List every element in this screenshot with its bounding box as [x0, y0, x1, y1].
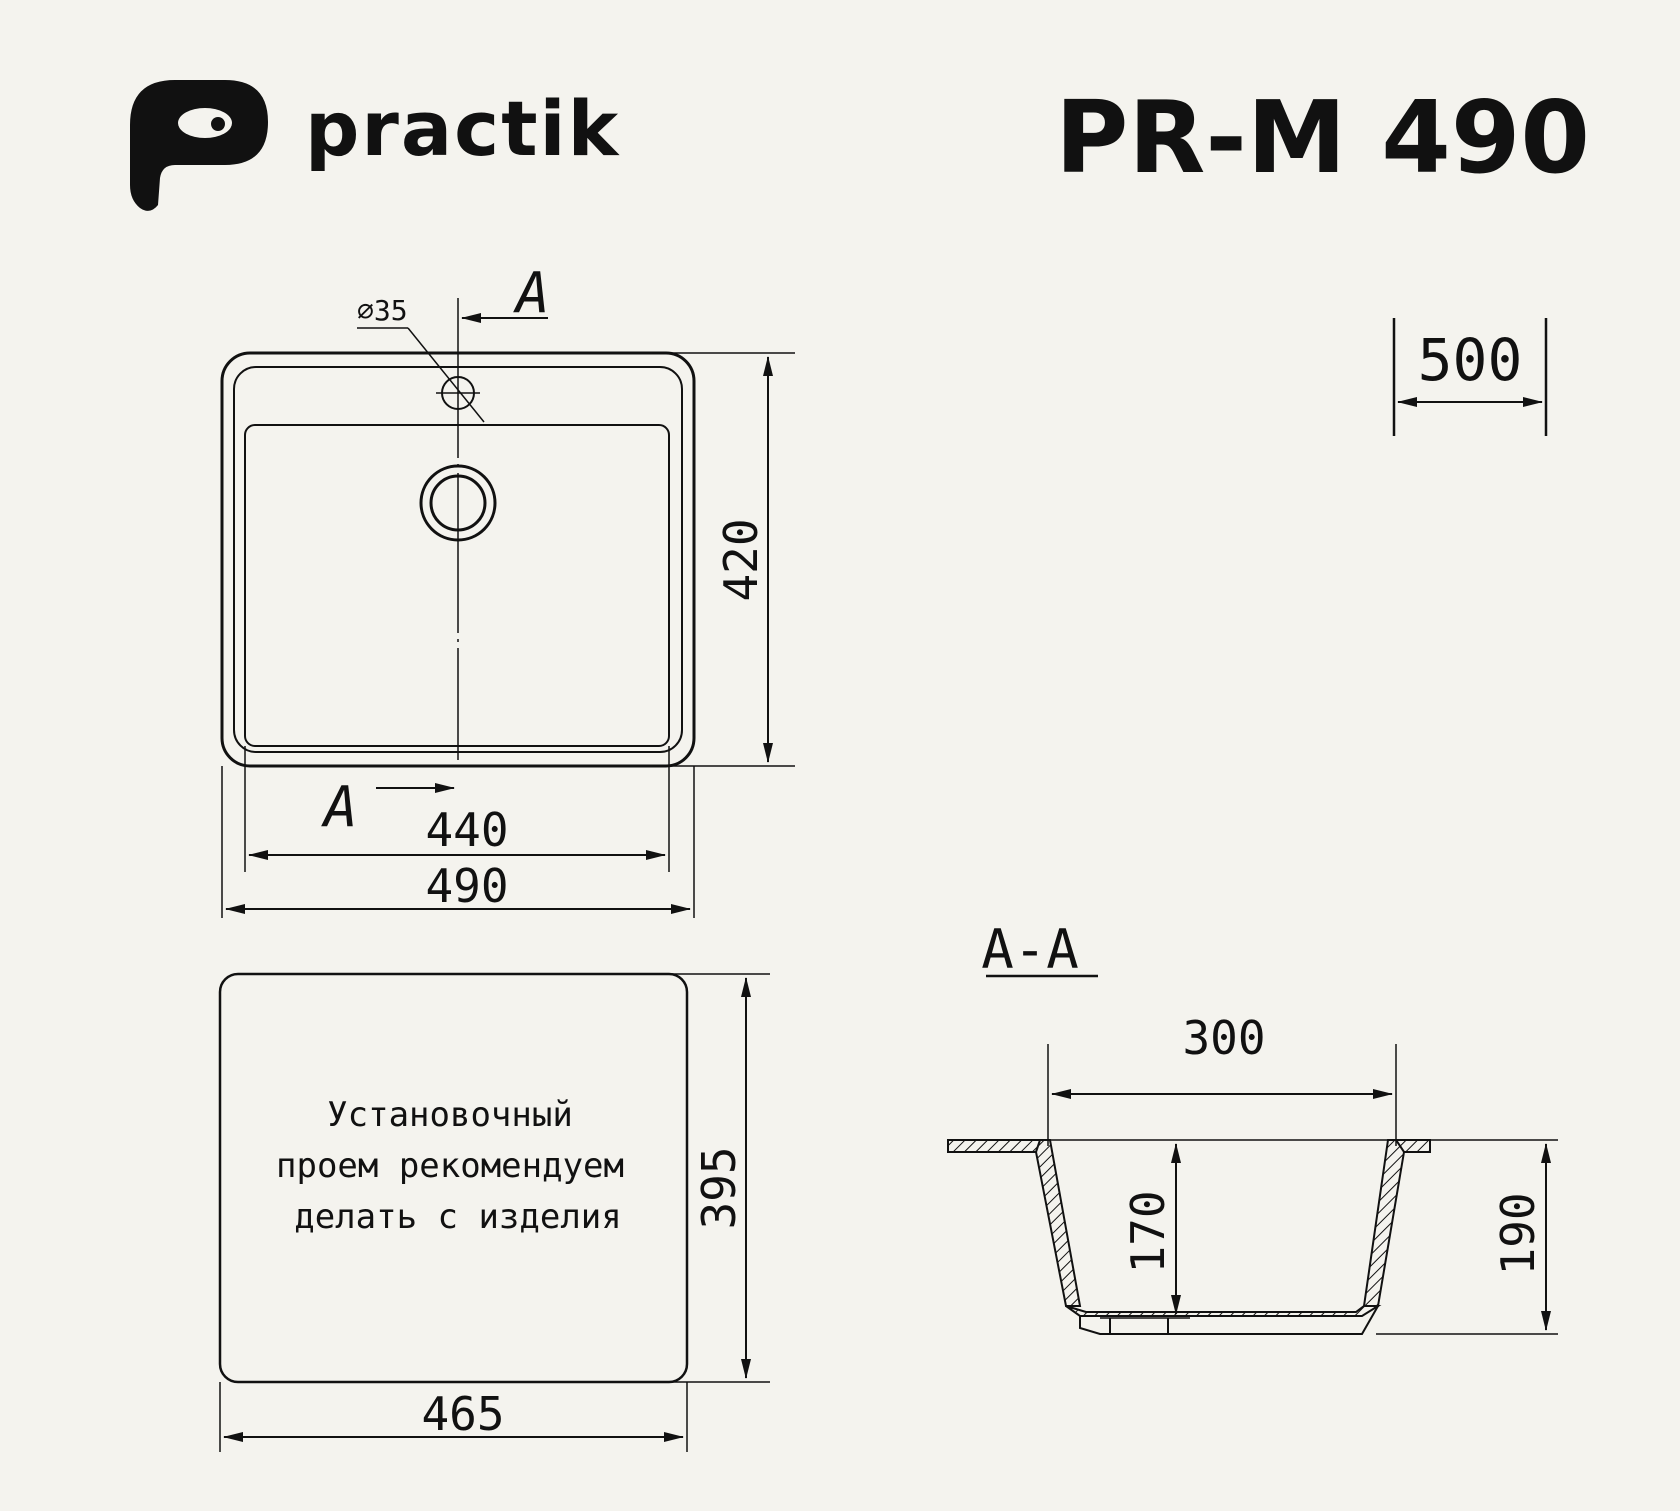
dim-label-190: 190: [1491, 1192, 1545, 1276]
dim-label-440: 440: [425, 803, 509, 857]
dim-label-490: 490: [425, 859, 509, 913]
dim-label-465: 465: [421, 1387, 505, 1441]
dim-label-395: 395: [692, 1146, 746, 1230]
section-view: [948, 1044, 1558, 1334]
cutout-note-line2: проем рекомендуем: [276, 1146, 624, 1186]
section-mark-bottom: A: [324, 775, 358, 840]
dim-label-500: 500: [1417, 326, 1523, 394]
hole-diameter-label: ∅35: [357, 294, 408, 327]
cutout-note-line3: делать с изделия: [294, 1197, 622, 1237]
dim-label-420: 420: [714, 518, 768, 602]
section-title: A-A: [981, 918, 1079, 981]
practik-logo: [130, 80, 620, 211]
dim-label-170: 170: [1121, 1190, 1175, 1274]
logo-mark-icon: [130, 80, 268, 211]
section-mark-top: A: [516, 261, 550, 326]
right-wall: [1364, 1140, 1404, 1306]
dim-label-300: 300: [1182, 1011, 1266, 1065]
sink-bowl: [245, 425, 669, 746]
cutout-note-line1: Установочный: [327, 1095, 573, 1135]
brand-name: practik: [305, 84, 621, 173]
bowl-bottom: [1066, 1306, 1378, 1316]
model-title: PR-M 490: [1055, 79, 1590, 196]
left-flange: [948, 1140, 1050, 1152]
left-wall: [1036, 1140, 1080, 1306]
